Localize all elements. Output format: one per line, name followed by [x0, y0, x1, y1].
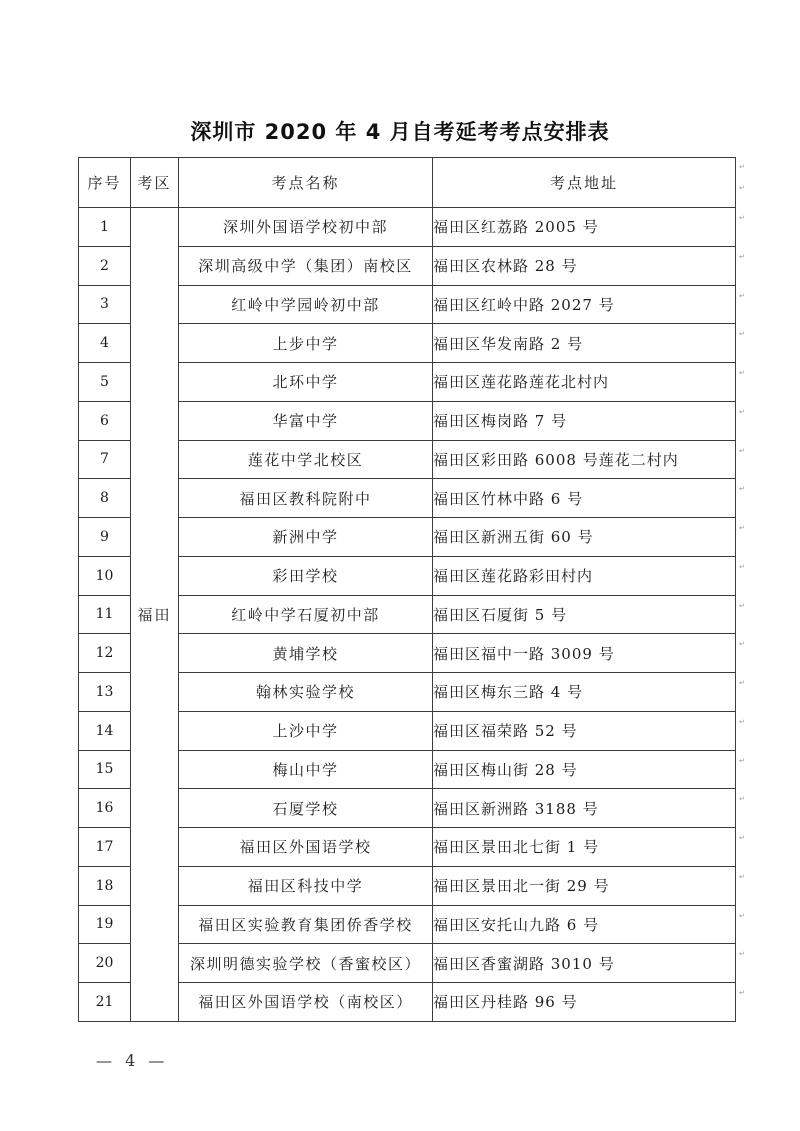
exam-sites-table [78, 157, 736, 1022]
cell-row-number: 10 [79, 556, 131, 595]
row-end-mark-icon: ↵ [739, 989, 745, 998]
cell-row-number: 13 [79, 673, 131, 712]
cell-site-address: 福田区香蜜湖路 3010 号 [433, 944, 736, 983]
cell-row-number: 1 [79, 208, 131, 247]
cell-district: 福田 [131, 208, 179, 1022]
row-end-mark-icon: ↵ [739, 950, 745, 959]
cell-row-number: 15 [79, 750, 131, 789]
cell-site-address: 福田区梅东三路 4 号 [433, 673, 736, 712]
row-end-mark-icon: ↵ [739, 524, 745, 533]
row-end-mark-icon: ↵ [739, 184, 745, 192]
row-end-mark-icon: ↵ [739, 407, 745, 416]
row-end-mark-icon: ↵ [739, 214, 745, 222]
cell-row-number: 16 [79, 789, 131, 828]
row-end-mark-icon: ↵ [739, 756, 745, 765]
cell-site-address: 福田区华发南路 2 号 [433, 324, 736, 363]
cell-site-address: 福田区莲花路彩田村内 [433, 556, 736, 595]
cell-site-address: 福田区丹桂路 96 号 [433, 983, 736, 1022]
cell-site-address: 福田区红荔路 2005 号 [433, 208, 736, 247]
cell-site-name: 石厦学校 [179, 789, 433, 828]
table-row [79, 208, 736, 247]
row-end-mark-icon: ↵ [739, 679, 745, 688]
row-end-mark-icon: ↵ [739, 446, 745, 455]
row-end-mark-icon: ↵ [739, 795, 745, 804]
cell-site-address: 福田区农林路 28 号 [433, 246, 736, 285]
cell-site-name: 福田区实验教育集团侨香学校 [179, 905, 433, 944]
column-header-district: 考区 [131, 158, 179, 208]
cell-site-address: 福田区梅山街 28 号 [433, 750, 736, 789]
cell-site-address: 福田区景田北七街 1 号 [433, 828, 736, 867]
cell-row-number: 3 [79, 285, 131, 324]
row-end-mark-icon: ↵ [739, 562, 745, 571]
cell-site-name: 梅山中学 [179, 750, 433, 789]
cell-site-name: 上步中学 [179, 324, 433, 363]
cell-row-number: 18 [79, 866, 131, 905]
column-header-name: 考点名称 [179, 158, 433, 208]
cell-row-number: 9 [79, 518, 131, 557]
page-number: — 4 — [96, 1051, 169, 1070]
cell-site-address: 福田区新洲五街 60 号 [433, 518, 736, 557]
cell-site-name: 深圳高级中学（集团）南校区 [179, 246, 433, 285]
cell-row-number: 6 [79, 401, 131, 440]
cell-site-name: 新洲中学 [179, 518, 433, 557]
cell-site-name: 福田区外国语学校（南校区） [179, 983, 433, 1022]
row-end-mark-icon: ↵ [739, 717, 745, 726]
row-end-mark-icon: ↵ [739, 369, 745, 378]
cell-site-address: 福田区安托山九路 6 号 [433, 905, 736, 944]
cell-site-address: 福田区梅岗路 7 号 [433, 401, 736, 440]
column-header-no: 序号 [79, 158, 131, 208]
cell-site-name: 彩田学校 [179, 556, 433, 595]
row-end-mark-icon: ↵ [739, 872, 745, 881]
cell-site-name: 福田区科技中学 [179, 866, 433, 905]
cell-row-number: 12 [79, 634, 131, 673]
cell-site-name: 莲花中学北校区 [179, 440, 433, 479]
cell-site-address: 福田区新洲路 3188 号 [433, 789, 736, 828]
row-end-mark-icon: ↵ [739, 640, 745, 649]
row-end-mark-icon: ↵ [739, 330, 745, 339]
cell-site-address: 福田区莲花路莲花北村内 [433, 363, 736, 402]
table-header [79, 158, 736, 208]
cell-row-number: 20 [79, 944, 131, 983]
cell-row-number: 14 [79, 711, 131, 750]
cell-site-address: 福田区石厦街 5 号 [433, 595, 736, 634]
cell-row-number: 17 [79, 828, 131, 867]
cell-site-address: 福田区福荣路 52 号 [433, 711, 736, 750]
cell-row-number: 2 [79, 246, 131, 285]
row-end-mark-icon: ↵ [739, 252, 745, 261]
row-end-mark-icon: ↵ [739, 834, 745, 843]
cell-site-name: 翰林实验学校 [179, 673, 433, 712]
cell-site-name: 红岭中学园岭初中部 [179, 285, 433, 324]
cell-row-number: 8 [79, 479, 131, 518]
cell-site-address: 福田区景田北一街 29 号 [433, 866, 736, 905]
cell-site-name: 黄埔学校 [179, 634, 433, 673]
cell-row-number: 19 [79, 905, 131, 944]
cell-row-number: 11 [79, 595, 131, 634]
cell-row-number: 4 [79, 324, 131, 363]
row-end-mark-icon: ↵ [739, 291, 745, 300]
cell-row-number: 21 [79, 983, 131, 1022]
table-body [79, 208, 736, 1022]
page-title: 深圳市 2020 年 4 月自考延考考点安排表 [190, 120, 610, 144]
cell-site-name: 福田区外国语学校 [179, 828, 433, 867]
row-end-mark-icon: ↵ [739, 911, 745, 920]
cell-site-name: 上沙中学 [179, 711, 433, 750]
cell-site-name: 红岭中学石厦初中部 [179, 595, 433, 634]
cell-site-address: 福田区红岭中路 2027 号 [433, 285, 736, 324]
row-end-mark-icon: ↵ [739, 601, 745, 610]
cell-row-number: 7 [79, 440, 131, 479]
row-end-mark-icon: ↵ [739, 485, 745, 494]
cell-row-number: 5 [79, 363, 131, 402]
cell-site-name: 深圳外国语学校初中部 [179, 208, 433, 247]
column-header-address: 考点地址 [433, 158, 736, 208]
cell-site-address: 福田区福中一路 3009 号 [433, 634, 736, 673]
cell-site-name: 北环中学 [179, 363, 433, 402]
cell-site-address: 福田区彩田路 6008 号莲花二村内 [433, 440, 736, 479]
cell-site-address: 福田区竹林中路 6 号 [433, 479, 736, 518]
cell-site-name: 福田区教科院附中 [179, 479, 433, 518]
cell-site-name: 深圳明德实验学校（香蜜校区） [179, 944, 433, 983]
row-end-mark-icon: ↵ [739, 163, 745, 171]
cell-site-name: 华富中学 [179, 401, 433, 440]
